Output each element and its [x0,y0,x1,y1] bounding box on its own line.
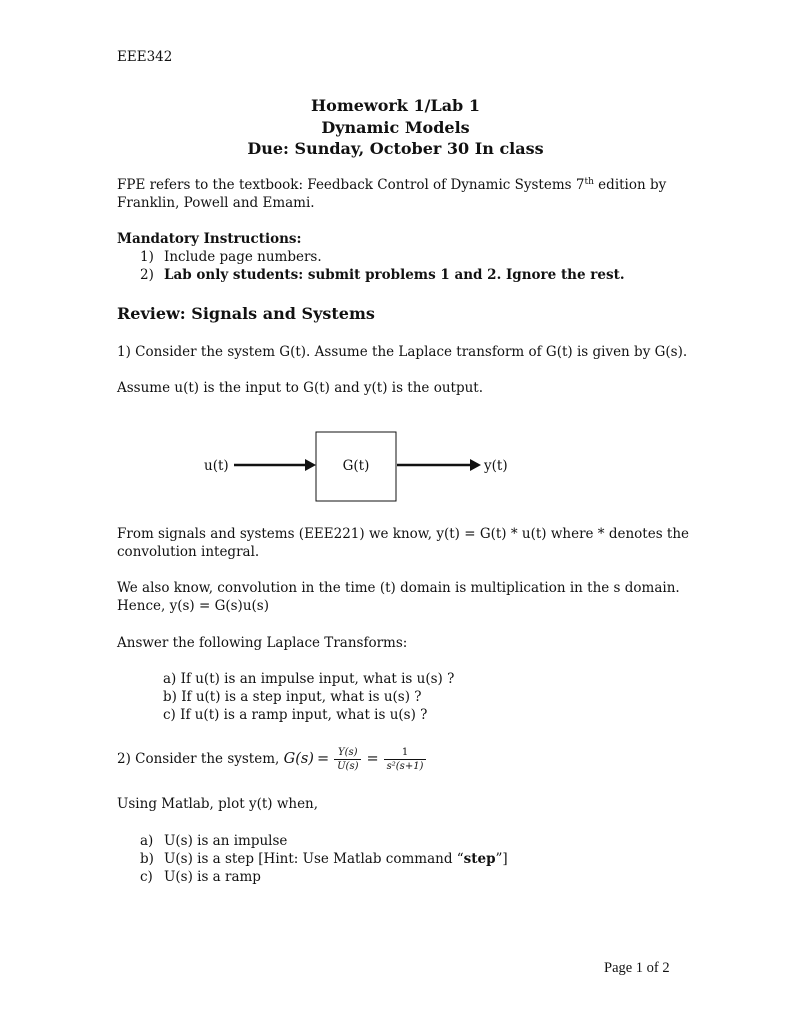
title-block [0,95,791,160]
intro-text-end: edition by [593,177,667,193]
intro-superscript: th [584,177,594,187]
instruction-num: 2) [140,267,154,283]
block-label: G(t) [342,458,370,474]
instruction-item-2 [140,266,625,284]
convolution-line-2: convolution integral. [117,544,260,560]
intro-line-1 [117,176,666,194]
course-code: EEE342 [117,49,173,65]
plot-item-text: U(s) is a ramp [164,869,261,885]
title-line-3: Due: Sunday, October 30 In class [247,139,544,158]
intro-text: FPE refers to the textbook: Feedback Control of Dynamic Systems 7 [117,177,585,193]
instructions-heading: Mandatory Instructions: [117,231,302,247]
question-a: a) If u(t) is an impulse input, what is u(s) ? [163,671,455,687]
fraction-numerator: 1 [384,746,427,760]
plot-item-text: U(s) is an impulse [164,833,288,849]
problem2-statement [117,742,428,776]
instruction-num: 1) [140,249,154,265]
multiplication-line-2: Hence, y(s) = G(s)u(s) [117,598,269,614]
input-label: u(t) [204,458,229,474]
problem1-line-1: 1) Consider the system G(t). Assume the Laplace transform of G(t) is given by G(s). [117,344,688,360]
equals-sign: = [316,751,330,767]
title-line-2: Dynamic Models [321,117,470,137]
answer-prompt: Answer the following Laplace Transforms: [117,635,408,651]
instruction-item-1 [140,248,322,266]
fraction-ratio [334,746,361,773]
block-diagram [0,425,791,510]
plot-prompt: Using Matlab, plot y(t) when, [117,796,319,812]
fraction-denominator: s²(s+1) [386,761,424,772]
plot-item-text-end: ”] [495,851,508,867]
title-line-1: Homework 1/Lab 1 [311,96,480,115]
problem2-prefix: 2) Consider the system, [117,751,284,767]
equals-sign-2: = [366,751,379,767]
page-number: Page 1 of 2 [604,960,670,976]
multiplication-line-1: We also know, convolution in the time (t) domain is multiplication in the s domain. [117,580,680,596]
fraction-denominator: U(s) [337,761,359,772]
plot-item-num: c) [140,869,153,885]
section-heading: Review: Signals and Systems [117,304,375,323]
plot-item-num: b) [140,851,154,867]
question-c: c) If u(t) is a ramp input, what is u(s) ? [163,707,428,723]
plot-item-c [140,868,261,886]
plot-item-a [140,832,287,850]
convolution-line-1: From signals and systems (EEE221) we know, y(t) = G(t) * u(t) where * denotes the [117,526,690,542]
instruction-text: Include page numbers. [164,249,322,265]
problem1-line-2: Assume u(t) is the input to G(t) and y(t) is the output. [117,380,483,396]
output-arrow-head [470,459,481,471]
instruction-text: Lab only students: submit problems 1 and 2. Ignore the rest. [164,267,625,283]
input-arrow-head [305,459,316,471]
fraction-numerator: Y(s) [334,746,361,760]
plot-item-text: U(s) is a step [Hint: Use Matlab command “ [164,851,464,867]
matlab-command: step [463,851,496,867]
transfer-function-lhs: G(s) [283,751,314,767]
output-label: y(t) [484,458,508,474]
plot-item-b [140,850,508,868]
fraction-transfer [384,746,427,773]
question-b: b) If u(t) is a step input, what is u(s) ? [163,689,422,705]
plot-item-num: a) [140,833,154,849]
intro-line-2: Franklin, Powell and Emami. [117,195,315,211]
